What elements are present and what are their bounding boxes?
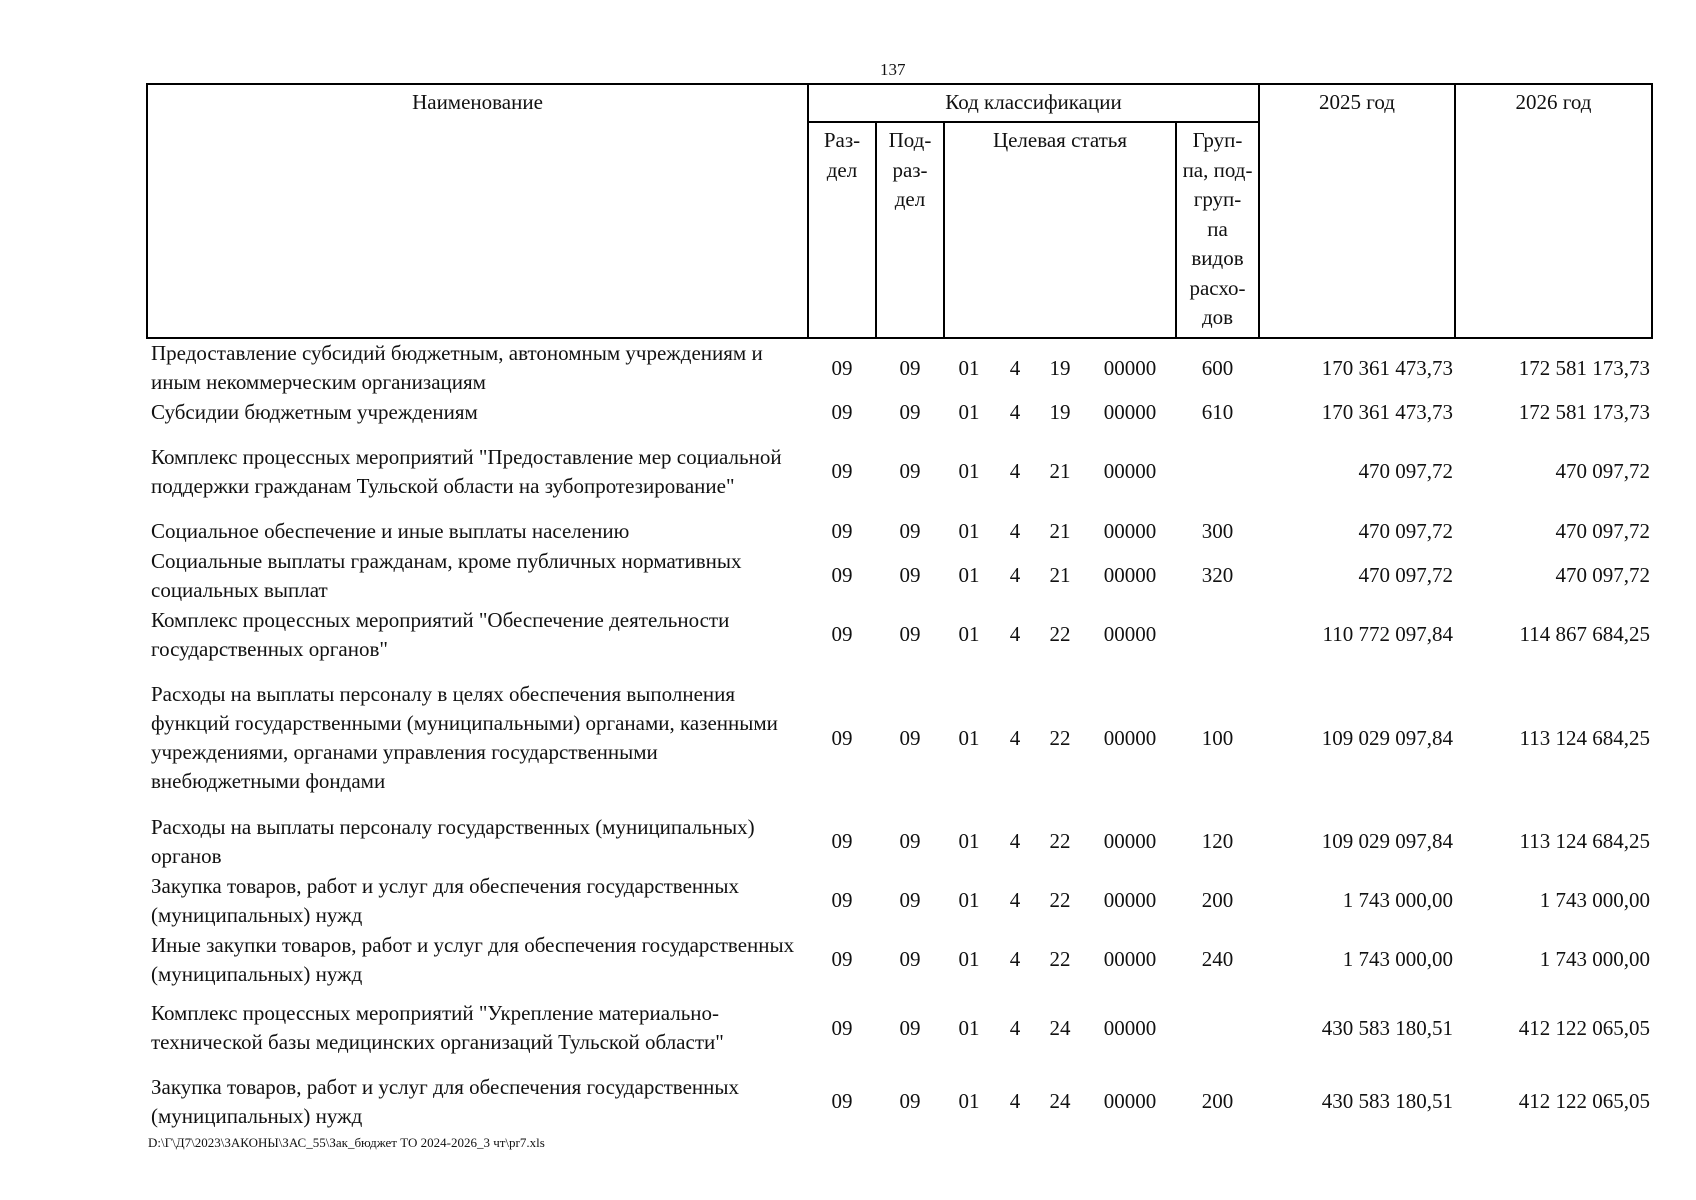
row-razdel: 09 [831,1015,853,1040]
row-expense-group [1176,427,1259,516]
row-name: Комплекс процессных мероприятий "Укрепление материально-технической базы медицинских организаций Тульской области" [151,1001,724,1054]
row-name: Социальные выплаты гражданам, кроме публичных нормативных социальных выплат [151,548,742,602]
row-target-direction: 00000 [1103,518,1157,543]
header-name: Наименование [147,84,808,338]
row-expense-group [1176,605,1259,664]
table-row [147,546,1652,605]
row-amount-2025: 109 029 097,84 [1321,725,1453,750]
table-row [147,605,1652,664]
row-target-type: 4 [1009,725,1021,750]
row-target-type: 4 [1009,622,1021,646]
header-year-2026: 2026 год [1455,84,1652,338]
row-podrazdel: 09 [899,518,921,543]
row-target-direction: 00000 [1103,355,1157,380]
row-expense-group: 300 [1201,518,1234,543]
row-name: Закупка товаров, работ и услуг для обеспечения государственных (муниципальных) нужд [151,1074,740,1128]
row-podrazdel: 09 [899,947,921,971]
row-amount-2025: 470 097,72 [1358,518,1453,543]
row-target-complex: 22 [1049,725,1071,750]
table-body [147,338,1652,1136]
row-podrazdel: 09 [899,399,921,424]
row-amount-2026: 172 581 173,73 [1518,355,1650,380]
row-target-program: 01 [958,1015,980,1040]
row-target-type: 4 [1009,888,1021,912]
row-target-program: 01 [958,888,980,912]
row-amount-2025: 170 361 473,73 [1321,355,1453,380]
row-name: Комплекс процессных мероприятий "Предоставление мер социальной поддержки гражданам Тульской области на зубопротезирование" [151,444,782,498]
row-target-direction: 00000 [1103,829,1157,853]
row-target-type: 4 [1009,1089,1021,1113]
row-target-program: 01 [958,355,980,380]
row-target-direction: 00000 [1103,947,1157,971]
row-podrazdel: 09 [899,1089,921,1113]
row-target-complex: 19 [1049,399,1071,424]
row-name: Предоставление субсидий бюджетным, автономным учреждениям и иным некоммерческим организациям [151,341,763,394]
row-amount-2026: 412 122 065,05 [1518,1089,1650,1113]
row-amount-2026: 1 743 000,00 [1539,888,1650,912]
row-podrazdel: 09 [899,563,921,587]
row-expense-group [1176,989,1259,1067]
row-expense-group: 200 [1201,1089,1234,1113]
page-number: 137 [880,60,906,79]
row-amount-2025: 430 583 180,51 [1321,1015,1453,1040]
row-name: Расходы на выплаты персоналу государственных (муниципальных) органов [151,814,755,868]
row-razdel: 09 [831,725,853,750]
row-razdel: 09 [831,622,853,646]
row-target-complex: 22 [1049,622,1071,646]
header-classification: Код классификации [808,84,1259,122]
row-target-program: 01 [958,563,980,587]
row-amount-2025: 1 743 000,00 [1342,947,1453,971]
row-target-direction: 00000 [1103,399,1157,424]
row-razdel: 09 [831,947,853,971]
row-name: Закупка товаров, работ и услуг для обеспечения государственных (муниципальных) нужд [151,873,740,927]
row-amount-2025: 470 097,72 [1358,459,1453,483]
row-target-type: 4 [1009,1015,1021,1040]
table-row [147,397,1652,427]
row-target-program: 01 [958,459,980,483]
row-podrazdel: 09 [899,725,921,750]
row-podrazdel: 09 [899,1015,921,1040]
row-target-type: 4 [1009,459,1021,483]
row-target-program: 01 [958,947,980,971]
file-path-footer: D:\Г\Д7\2023\ЗАКОНЫ\ЗАС_55\Зак_бюджет ТО 2024-2026_3 чт\pr7.xls [148,1135,545,1150]
header-expense-group: Груп- па, под- груп- па видов расхо- дов [1176,122,1259,338]
row-razdel: 09 [831,355,853,380]
row-name: Иные закупки товаров, работ и услуг для обеспечения государственных (муниципальных) нужд [151,932,795,986]
row-amount-2025: 110 772 097,84 [1322,622,1453,646]
row-amount-2025: 109 029 097,84 [1321,829,1453,853]
table-row [147,930,1652,989]
row-target-direction: 00000 [1103,888,1157,912]
row-amount-2026: 412 122 065,05 [1518,1015,1650,1040]
row-amount-2025: 470 097,72 [1358,563,1453,587]
row-target-type: 4 [1009,563,1021,587]
row-target-type: 4 [1009,355,1021,380]
row-target-type: 4 [1009,399,1021,424]
row-expense-group: 240 [1201,947,1234,971]
row-razdel: 09 [831,829,853,853]
table-row [147,664,1652,812]
row-amount-2026: 470 097,72 [1555,518,1650,543]
row-target-program: 01 [958,829,980,853]
row-target-complex: 24 [1049,1089,1071,1113]
row-target-type: 4 [1009,518,1021,543]
row-target-program: 01 [958,399,980,424]
row-razdel: 09 [831,888,853,912]
row-expense-group: 600 [1201,355,1234,380]
row-name: Расходы на выплаты персоналу в целях обеспечения выполнения функций государственными (муниципальными) органами, казенными учреждениями, органами управления государственными внебюджетными фондами [151,682,778,793]
row-target-complex: 22 [1049,947,1071,971]
row-target-complex: 22 [1049,829,1071,853]
row-razdel: 09 [831,1089,853,1113]
row-target-direction: 00000 [1103,563,1157,587]
row-target-complex: 21 [1049,459,1071,483]
row-name: Социальное обеспечение и иные выплаты населению [151,518,630,543]
row-expense-group: 200 [1201,888,1234,912]
row-target-program: 01 [958,518,980,543]
row-podrazdel: 09 [899,888,921,912]
row-target-direction: 00000 [1103,1015,1157,1040]
row-podrazdel: 09 [899,622,921,646]
table-row [147,338,1652,397]
row-amount-2026: 114 867 684,25 [1519,622,1650,646]
table-row [147,812,1652,871]
table-row [147,516,1652,546]
row-target-direction: 00000 [1103,622,1157,646]
row-amount-2026: 113 124 684,25 [1519,725,1650,750]
row-target-complex: 19 [1049,355,1071,380]
table-row [147,871,1652,930]
row-target-type: 4 [1009,947,1021,971]
row-expense-group: 610 [1201,399,1234,424]
header-target-article: Целевая статья [944,122,1176,338]
row-amount-2025: 1 743 000,00 [1342,888,1453,912]
row-podrazdel: 09 [899,829,921,853]
table-row [147,427,1652,516]
row-podrazdel: 09 [899,459,921,483]
row-target-direction: 00000 [1103,459,1157,483]
row-name: Комплекс процессных мероприятий "Обеспечение деятельности государственных органов" [151,607,730,661]
table-row [147,1067,1652,1136]
row-razdel: 09 [831,563,853,587]
row-target-complex: 21 [1049,518,1071,543]
row-target-direction: 00000 [1103,725,1157,750]
row-expense-group: 320 [1201,563,1234,587]
row-razdel: 09 [831,459,853,483]
row-amount-2025: 430 583 180,51 [1321,1089,1453,1113]
row-expense-group: 100 [1201,725,1234,750]
row-amount-2026: 470 097,72 [1555,563,1650,587]
row-amount-2026: 1 743 000,00 [1539,947,1650,971]
row-razdel: 09 [831,399,853,424]
row-podrazdel: 09 [899,355,921,380]
row-amount-2026: 470 097,72 [1555,459,1650,483]
header-year-2025: 2025 год [1259,84,1455,338]
row-target-program: 01 [958,725,980,750]
row-target-type: 4 [1009,829,1021,853]
row-amount-2026: 172 581 173,73 [1518,399,1650,424]
row-target-complex: 22 [1049,888,1071,912]
header-razdel: Раз- дел [808,122,876,338]
row-razdel: 09 [831,518,853,543]
row-target-program: 01 [958,1089,980,1113]
row-target-complex: 24 [1049,1015,1071,1040]
row-name: Субсидии бюджетным учреждениям [151,399,478,424]
row-target-complex: 21 [1049,563,1071,587]
table-row [147,989,1652,1067]
row-target-program: 01 [958,622,980,646]
row-target-direction: 00000 [1103,1089,1157,1113]
header-row-top [147,84,1652,122]
budget-table [146,83,1653,1136]
row-amount-2025: 170 361 473,73 [1321,399,1453,424]
row-amount-2026: 113 124 684,25 [1519,829,1650,853]
row-expense-group: 120 [1201,829,1234,853]
header-podrazdel: Под- раз- дел [876,122,944,338]
